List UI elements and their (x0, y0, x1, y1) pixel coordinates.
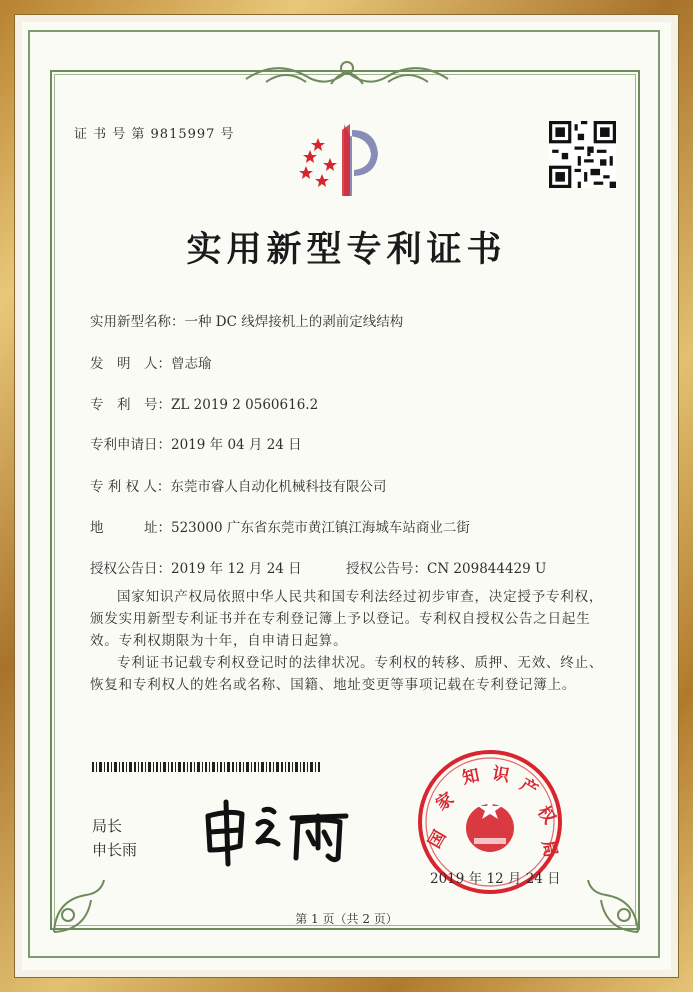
field-value: 2019 年 04 月 24 日 (171, 437, 302, 453)
field-inventor (90, 352, 212, 372)
field-address (90, 516, 470, 536)
field-label: 专 利 权 人： (90, 479, 171, 495)
field-label: 实用新型名称： (90, 314, 185, 330)
field-value: 2019 年 12 月 24 日 (171, 561, 302, 577)
field-announce-date (90, 557, 302, 577)
corner-ornament-br (566, 860, 646, 940)
director-name: 申长雨 (92, 841, 138, 859)
field-label: 授权公告日： (90, 561, 171, 577)
page-title: 实用新型专利证书 (186, 230, 507, 270)
field-value: 523000 广东省东莞市黄江镇江海城车站商业二街 (171, 520, 470, 536)
corner-ornament-bl (46, 860, 126, 940)
svg-text:国: 国 (424, 827, 451, 852)
svg-text:识: 识 (490, 763, 511, 787)
barcode (92, 762, 322, 772)
svg-text:产: 产 (516, 774, 542, 801)
director-title: 局长 (92, 817, 123, 835)
director-signature (200, 798, 355, 870)
field-label: 地 址： (90, 520, 171, 536)
qr-code (549, 121, 616, 188)
page-footer: 第 1 页（共 2 页） (295, 912, 398, 926)
field-value: 东莞市睿人自动化机械科技有限公司 (170, 479, 387, 495)
field-label: 发 明 人： (90, 356, 171, 372)
field-value: ZL 2019 2 0560616.2 (171, 397, 319, 413)
patent-logo-icon (296, 120, 396, 200)
field-value: CN 209844429 U (427, 561, 547, 577)
seal-date: 2019 年 12 月 24 日 (430, 871, 561, 887)
certificate-number: 证 书 号 第 9815997 号 (74, 127, 235, 142)
field-application-date (90, 433, 302, 453)
field-label: 授权公告号： (346, 561, 427, 577)
legal-status-paragraph: 专利证书记载专利权登记时的法律状况。专利权的转移、质押、无效、终止、恢复和专利权人的姓名或名称、国籍、地址变更等事项记载在专利登记簿上。 (90, 655, 604, 693)
field-value: 曾志瑜 (171, 356, 212, 372)
svg-text:局: 局 (537, 838, 561, 860)
field-label: 专 利 号： (90, 397, 171, 413)
field-value: 一种 DC 线焊接机上的剥前定线结构 (184, 314, 404, 330)
field-announce-number (346, 557, 546, 577)
grant-paragraph: 国家知识产权局依照中华人民共和国专利法经过初步审查，决定授予专利权，颁发实用新型专利证书并在专利登记簿上予以登记。专利权自授权公告之日起生效。专利权期限为十年，自申请日起算。 (90, 589, 604, 649)
field-utility-model-name (90, 310, 403, 330)
svg-text:知: 知 (460, 765, 482, 789)
field-patentee (90, 475, 386, 495)
svg-text:权: 权 (533, 802, 560, 828)
top-ornament (236, 54, 458, 94)
svg-text:家: 家 (432, 788, 458, 815)
field-label: 专利申请日： (90, 437, 171, 453)
field-patent-number (90, 393, 318, 413)
